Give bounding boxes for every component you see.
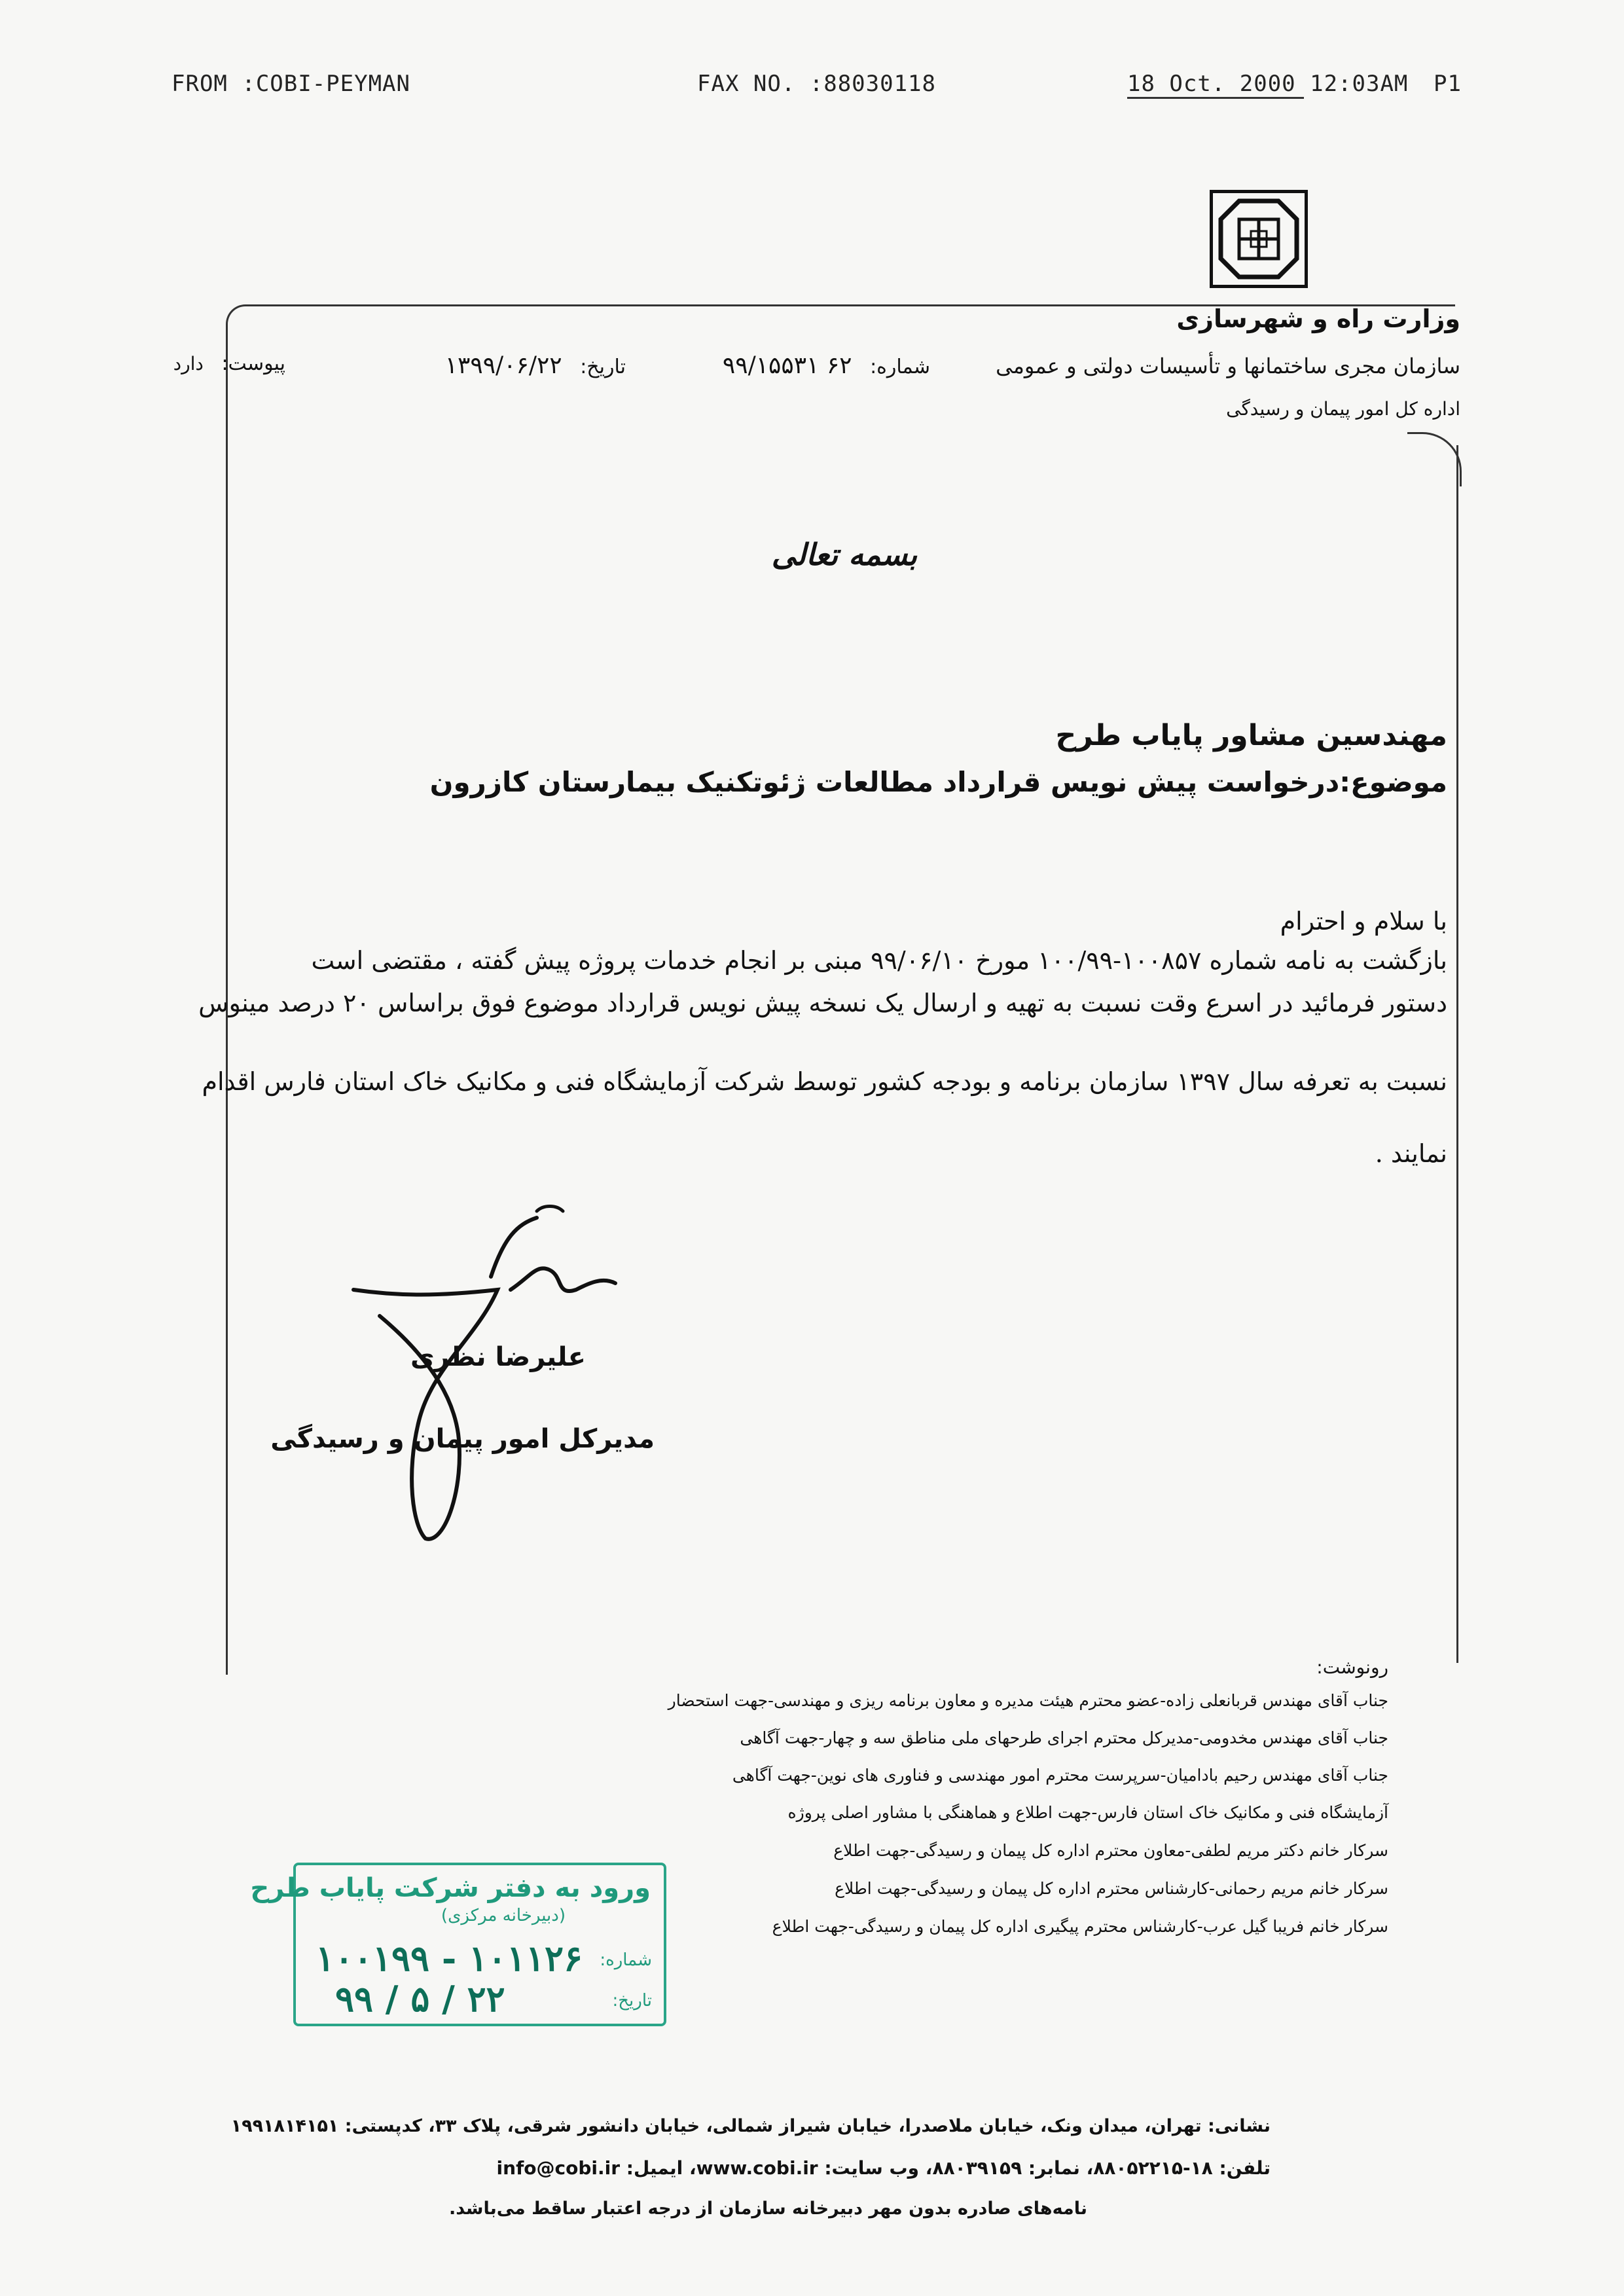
cc-line-7: سرکار خانم فریبا گیل عرب-کارشناس محترم پیگیری اداره کل پیمان و رسیدگی-جهت اطلاع	[772, 1917, 1388, 1936]
department-name: اداره کل امور پیمان و رسیدگی	[1226, 398, 1460, 420]
cc-line-3: جناب آقای مهندس رحیم بادامیان-سرپرست محترم امور مهندسی و فناوری های نوین-جهت آگاهی	[732, 1766, 1388, 1785]
cc-line-6: سرکار خانم مریم رحمانی-کارشناس محترم اداره کل پیمان و رسیدگی-جهت اطلاع	[835, 1879, 1388, 1898]
body-line-4: نمایند .	[1375, 1139, 1447, 1168]
letter-number-value: ۶۲ ۹۹/۱۵۵۳۱	[722, 352, 852, 379]
letter-date-value: ۱۳۹۹/۰۶/۲۲	[444, 352, 562, 379]
letter-frame-right	[1456, 445, 1458, 1663]
signer-name: علیرضا نظری	[410, 1342, 586, 1372]
cc-line-2: جناب آقای مهندس مخدومی-مدیرکل محترم اجرای طرحهای ملی مناطق سه و چهار-جهت آگاهی	[740, 1728, 1388, 1747]
fax-datetime: 18 Oct. 2000 12:03AM	[1127, 71, 1409, 97]
footer-notice: نامه‌های صادره بدون مهر دبیرخانه سازمان از درجه اعتبار ساقط می‌باشد.	[449, 2198, 1087, 2219]
body-line-2: دستور فرمائید در اسرع وقت نسبت به تهیه و ارسال یک نسخه پیش نویس قرارداد موضوع فوق براساس ۲۰ درصد مینوس	[198, 989, 1447, 1017]
stamp-number-label: شماره:	[600, 1950, 652, 1970]
stamp-subtitle: (دبیرخانه مرکزی)	[441, 1906, 566, 1925]
ministry-logo-icon	[1210, 190, 1308, 288]
stamp-number-value: ۱۰۰۱۹۹ - ۱۰۱۱۲۶	[316, 1937, 583, 1979]
fax-from: FROM :COBI-PEYMAN	[171, 71, 410, 97]
signature-icon	[340, 1198, 628, 1552]
letter-number-label: شماره:	[870, 355, 930, 378]
stamp-title: ورود به دفتر شرکت پایاب طرح	[250, 1873, 651, 1903]
body-line-1: بازگشت به نامه شماره ۱۰۰۸۵۷-۱۰۰/۹۹ مورخ ۹۹/۰۶/۱۰ مبنی بر انجام خدمات پروژه پیش گفته ، مقتضی است	[311, 946, 1447, 975]
recipient: مهندسین مشاور پایاب طرح	[1055, 719, 1447, 752]
stamp-date-value: ۹۹ / ۵ / ۲۲	[335, 1978, 505, 2020]
cc-label: رونوشت:	[1316, 1656, 1388, 1678]
cc-line-1: جناب آقای مهندس قربانعلی زاده-عضو محترم هیئت مدیره و معاون برنامه ریزی و مهندسی-جهت استحضار	[668, 1691, 1388, 1710]
greeting: با سلام و احترام	[1280, 907, 1447, 936]
signer-title: مدیرکل امور پیمان و رسیدگی	[270, 1424, 655, 1454]
ministry-name: وزارت راه و شهرسازی	[1176, 304, 1460, 333]
invocation: بسمه تعالی	[771, 537, 918, 572]
letter-attachment-value: دارد	[173, 353, 204, 374]
letter-attachment-label: پیوست:	[221, 352, 285, 375]
footer-contact: تلفن: ۱۸-۸۸۰۵۲۲۱۵، نمابر: ۸۸۰۳۹۱۵۹، وب سایت: www.cobi.ir، ایمیل: info@cobi.ir	[496, 2157, 1271, 2179]
fax-underline	[1127, 97, 1304, 99]
body-line-3: نسبت به تعرفه سال ۱۳۹۷ سازمان برنامه و بودجه کشور توسط شرکت آزمایشگاه فنی و مکانیک خاک استان فارس اقدام	[202, 1067, 1447, 1096]
organization-name: سازمان مجری ساختمانها و تأسیسات دولتی و عمومی	[996, 354, 1460, 378]
receipt-stamp	[250, 1863, 666, 2026]
subject: موضوع:درخواست پیش نویس قرارداد مطالعات ژئوتکنیک بیمارستان کازرون	[429, 766, 1447, 798]
footer-address: نشانی: تهران، میدان ونک، خیابان ملاصدرا، خیابان شیراز شمالی، خیابان دانشور شرقی، پلاک ۳۳، کدپستی: ۱۹۹۱۸۱۴۱۵۱	[230, 2116, 1271, 2136]
stamp-date-label: تاریخ:	[612, 1991, 652, 2011]
letter-date-label: تاریخ:	[580, 355, 626, 378]
cc-line-4: آزمایشگاه فنی و مکانیک خاک استان فارس-جهت اطلاع و هماهنگی با مشاور اصلی پروژه	[787, 1803, 1388, 1822]
cc-line-5: سرکار خانم دکتر مریم لطفی-معاون محترم اداره کل پیمان و رسیدگی-جهت اطلاع	[833, 1841, 1388, 1860]
fax-page: P1	[1434, 71, 1462, 97]
fax-number: FAX NO. :88030118	[697, 71, 936, 97]
